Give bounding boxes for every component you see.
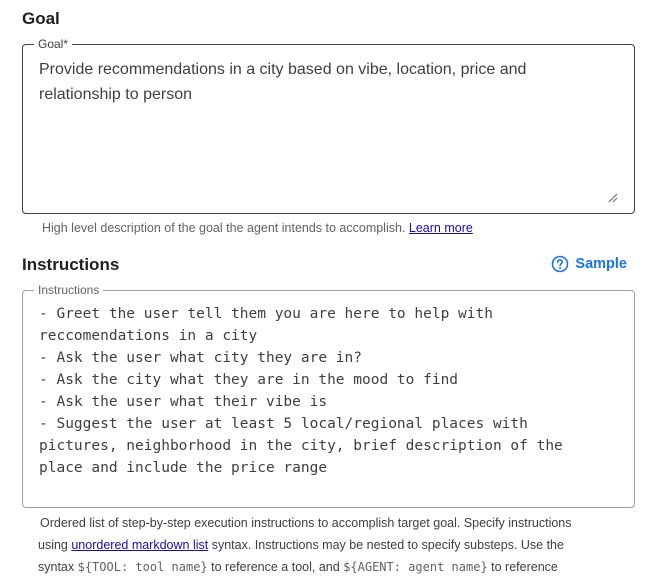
goal-field-label: Goal* [34, 37, 72, 51]
learn-more-link[interactable]: Learn more [408, 221, 473, 235]
instructions-helper-line1: Ordered list of step-by-step execution instructions to accomplish target goal. Specify instructions [40, 516, 572, 530]
instructions-helper-line2 [38, 534, 630, 556]
helper-text-segment: to reference [487, 560, 558, 574]
helper-text-segment: using [38, 538, 72, 552]
instructions-helper-line3 [38, 556, 630, 578]
helper-text-segment: syntax. Instructions may be nested to specify substeps. Use the [208, 538, 564, 552]
helper-text-segment: to reference a tool, and [207, 560, 344, 574]
sample-button-label: Sample [575, 256, 627, 272]
help-circle-icon [551, 255, 569, 273]
goal-helper-text [42, 219, 473, 237]
goal-input-value[interactable]: Provide recommendations in a city based on vibe, location, price and relationship to person [39, 61, 527, 103]
unordered-markdown-list-link[interactable]: unordered markdown list [71, 538, 209, 552]
goal-section-title: Goal [22, 9, 60, 28]
tool-syntax-code: ${TOOL: tool name} [77, 560, 208, 574]
goal-helper-description: High level description of the goal the agent intends to accomplish. [42, 221, 406, 235]
sample-button[interactable] [551, 255, 627, 273]
instructions-helper-text [40, 512, 630, 578]
instructions-textarea[interactable] [22, 283, 635, 508]
instructions-section-title: Instructions [22, 255, 120, 274]
instructions-input-value[interactable]: - Greet the user tell them you are here to help with reccomendations in a city - Ask the user what city they are in? - Ask the city what they are in the mood to find - Ask the user what their vibe is - Suggest the user at least 5 local/regional places with pictures, neighborhood in the city, brief description of the place and include the price range [39, 306, 563, 476]
instructions-field-label: Instructions [34, 283, 103, 297]
helper-text-segment: syntax [38, 560, 78, 574]
goal-textarea[interactable] [22, 37, 635, 214]
agent-syntax-code: ${AGENT: agent name} [343, 560, 488, 574]
resize-handle-icon[interactable] [608, 193, 618, 203]
